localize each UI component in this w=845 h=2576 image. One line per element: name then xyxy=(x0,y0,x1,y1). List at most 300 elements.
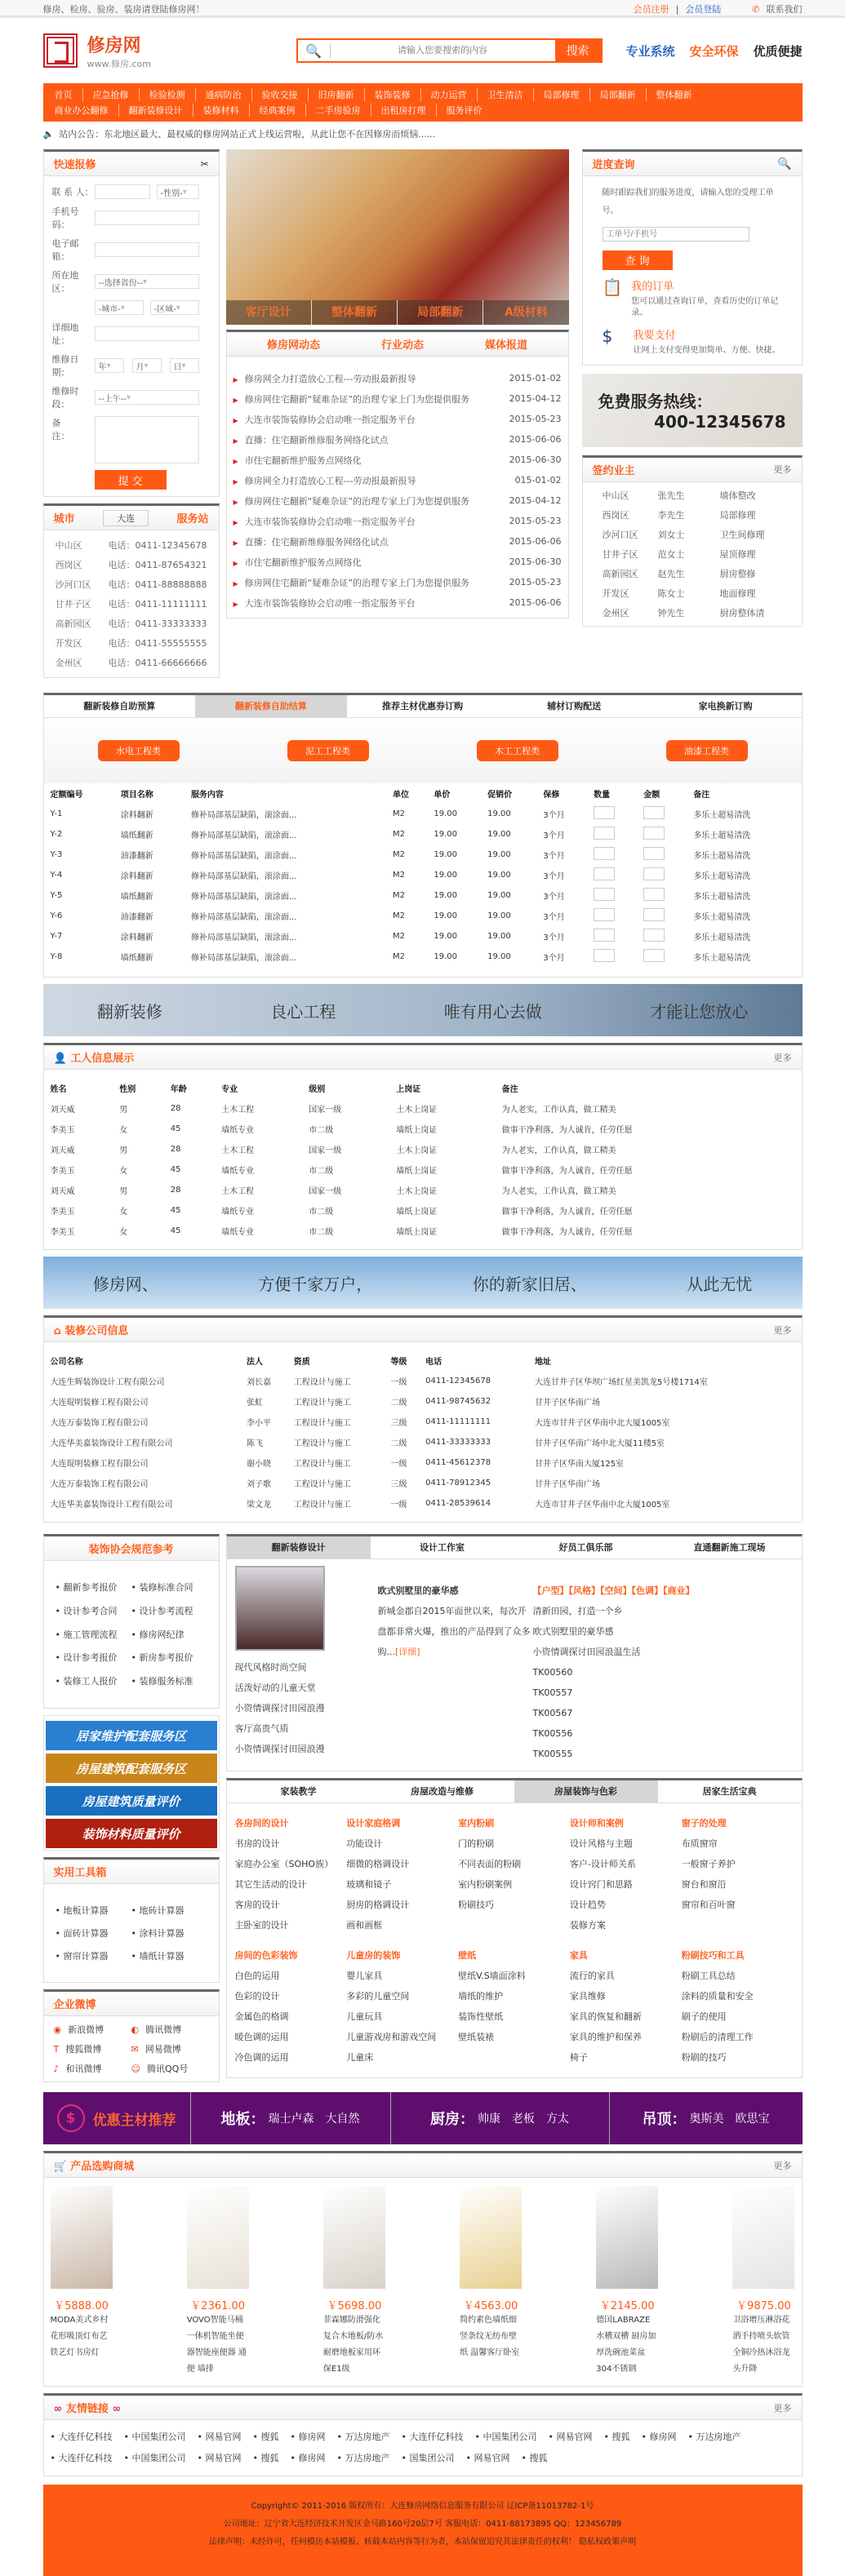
promo-group[interactable]: 地板： 瑞士卢森 大自然 xyxy=(190,2092,390,2144)
ad-banner[interactable]: 房屋建筑质量评价 xyxy=(46,1786,217,1816)
more-link[interactable]: 更多 xyxy=(773,464,792,475)
knowledge-link[interactable]: 家具的维护和保养 xyxy=(569,2032,642,2042)
friend-link[interactable]: • 中国集团公司 xyxy=(475,2432,537,2442)
more-link[interactable]: 更多 xyxy=(773,1324,792,1336)
product-title[interactable]: 德国LABRAZE 水槽双槽 厨房加厚洗碗池菜盆304不锈钢 xyxy=(596,2316,656,2374)
knowledge-link[interactable]: 功能设计 xyxy=(346,1838,383,1849)
knowledge-link[interactable]: 门的粉刷 xyxy=(458,1838,495,1849)
knowledge-link[interactable]: 装饰性壁纸 xyxy=(458,2011,504,2022)
ad-banner[interactable]: 房屋建筑配套服务区 xyxy=(46,1754,217,1783)
news-item[interactable] xyxy=(233,409,562,429)
design-tab[interactable]: 直通翻新施工现场 xyxy=(693,1542,766,1553)
knowledge-tab[interactable]: 家装教学 xyxy=(280,1786,317,1797)
news-title[interactable]: 大连市装饰装修协会启动唯一指定服务平台 xyxy=(244,516,416,527)
knowledge-link[interactable]: 其它生活动的设计 xyxy=(234,1879,307,1890)
nav-item[interactable]: 商业办公翻修 xyxy=(54,104,109,116)
knowledge-link[interactable]: 冷色调的运用 xyxy=(234,2052,289,2063)
nav-item[interactable]: 二手房验房 xyxy=(305,104,371,117)
knowledge-link[interactable]: 细微的格调设计 xyxy=(346,1859,410,1869)
knowledge-link[interactable]: 家庭办公室（SOHO族） xyxy=(234,1859,334,1869)
design-link[interactable]: TK00556 xyxy=(532,1728,573,1739)
knowledge-link[interactable]: 布质窗帘 xyxy=(681,1838,718,1849)
calc-tab[interactable]: 推荐主材优惠券订购 xyxy=(381,701,463,712)
nav-item[interactable]: 装饰装修 xyxy=(364,88,420,101)
friend-link[interactable]: • 搜狐 xyxy=(522,2453,548,2463)
cell: 土木上岗证 xyxy=(396,1146,438,1155)
city-select[interactable]: 大连 xyxy=(103,510,149,526)
news-item[interactable] xyxy=(233,388,562,409)
search-bar xyxy=(296,38,603,63)
query-button[interactable]: 查 询 xyxy=(603,251,673,270)
product-image[interactable] xyxy=(187,2186,249,2289)
product-card[interactable] xyxy=(51,2186,113,2378)
amount-input[interactable] xyxy=(643,888,665,901)
friend-link[interactable]: • 万达房地产 xyxy=(688,2432,741,2442)
label: 详细地址： xyxy=(51,322,79,346)
news-item[interactable] xyxy=(233,429,562,450)
standard-link[interactable]: • 装修工人报价 xyxy=(56,1674,131,1688)
submit-button[interactable]: 提 交 xyxy=(95,470,167,490)
knowledge-link[interactable]: 粉刷的技巧 xyxy=(681,2052,727,2063)
news-item[interactable] xyxy=(233,368,562,388)
standard-link[interactable]: • 修房网纪律 xyxy=(131,1628,207,1642)
product-image[interactable] xyxy=(51,2186,113,2289)
nav-item[interactable]: 检验检测 xyxy=(139,88,195,101)
feature-title[interactable]: 欧式别墅里的豪华感 xyxy=(377,1585,459,1596)
cell: 大连万泰装饰工程有限公司 xyxy=(50,1419,149,1428)
cell xyxy=(637,926,687,947)
more-link[interactable]: 更多 xyxy=(773,2160,792,2171)
knowledge-link[interactable]: 粉刷后的清理工作 xyxy=(681,2032,754,2042)
news-title[interactable]: 市住宅翻新维护服务点网络化 xyxy=(244,454,362,466)
knowledge-tab[interactable]: 房屋改造与维修 xyxy=(411,1786,474,1797)
news-title[interactable]: 市住宅翻新维护服务点网络化 xyxy=(244,556,362,568)
quantity-input[interactable] xyxy=(594,888,615,901)
category-button[interactable]: 木工工程类 xyxy=(477,740,558,761)
friend-link[interactable]: • 网易官网 xyxy=(198,2432,242,2442)
cell: Y-6 xyxy=(50,911,63,920)
knowledge-link[interactable]: 厨房的格调设计 xyxy=(346,1900,410,1910)
promo-group[interactable]: 吊顶： 奥斯美 欧思宝 xyxy=(609,2092,803,2144)
quantity-input[interactable] xyxy=(594,806,615,819)
knowledge-link[interactable]: 设计趋势 xyxy=(569,1900,606,1910)
knowledge-link[interactable]: 画和画框 xyxy=(346,1920,383,1931)
calc-tab[interactable]: 翻新装修自助预算 xyxy=(83,701,156,712)
knowledge-link[interactable]: 窗台和窗沿 xyxy=(681,1879,727,1890)
weibo-icon: ◉ xyxy=(53,2024,62,2035)
friend-link[interactable]: • 搜狐 xyxy=(253,2453,279,2463)
tool-link[interactable]: • 面砖计算器 xyxy=(56,1926,131,1940)
category-heading[interactable]: 室内粉刷 xyxy=(458,1818,495,1829)
knowledge-link[interactable]: 主卧室的设计 xyxy=(234,1920,289,1931)
cell: 三级 xyxy=(390,1419,407,1428)
weibo-link[interactable] xyxy=(131,2062,209,2075)
hero-image[interactable] xyxy=(226,149,569,325)
friend-link[interactable]: • 网易官网 xyxy=(466,2453,510,2463)
design-link[interactable]: 现代风格时尚空间 xyxy=(234,1662,307,1673)
knowledge-link[interactable]: 色彩的设计 xyxy=(234,1991,280,2002)
nav-item[interactable]: 局部修理 xyxy=(533,88,589,101)
design-link[interactable]: TK00560 xyxy=(532,1667,573,1678)
register-link[interactable]: 会员注册 xyxy=(633,4,669,15)
table-row xyxy=(44,1119,802,1139)
friend-link[interactable]: • 中国集团公司 xyxy=(124,2453,186,2463)
product-image[interactable] xyxy=(323,2186,385,2289)
quantity-input[interactable] xyxy=(594,949,615,962)
cell: 19.00 xyxy=(487,871,511,880)
hero-tab[interactable]: 局部翻新 xyxy=(397,300,483,325)
cell: 45 xyxy=(170,1226,181,1235)
knowledge-link[interactable]: 儿童游戏房和游戏空间 xyxy=(346,2032,437,2042)
product-image[interactable] xyxy=(596,2186,658,2289)
tool-link[interactable]: • 墙纸计算器 xyxy=(131,1949,207,1962)
product-title[interactable]: 简约素色墙纸细竖条纹无纺布壁纸 温馨客厅卧室 xyxy=(460,2316,520,2357)
knowledge-link[interactable]: 多彩的儿童空间 xyxy=(346,1991,410,2002)
cell: 墙纸上岗证 xyxy=(396,1228,438,1237)
product-card[interactable] xyxy=(323,2186,385,2378)
weibo-link[interactable] xyxy=(54,2042,131,2055)
knowledge-link[interactable]: 家具的恢复和翻新 xyxy=(569,2011,642,2022)
nav-item[interactable]: 整体翻新 xyxy=(646,88,702,101)
nav-item[interactable]: 应急抢修 xyxy=(82,88,139,101)
address-field[interactable] xyxy=(95,326,199,341)
weibo-link[interactable] xyxy=(54,2062,131,2075)
knowledge-link[interactable]: 刷子的使用 xyxy=(681,2011,727,2022)
pay-title: 我要支付 xyxy=(633,329,676,342)
category-heading[interactable]: 粉刷技巧和工具 xyxy=(681,1950,745,1961)
pay-link[interactable] xyxy=(603,327,782,357)
news-title[interactable]: 修房网住宅翻新“疑难杂证”的治理专家上门为您提供服务 xyxy=(244,577,470,588)
amount-input[interactable] xyxy=(643,867,665,880)
calc-tab[interactable]: 家电换新订购 xyxy=(698,701,753,712)
news-item[interactable] xyxy=(233,531,562,552)
knowledge-link[interactable]: 一般窗子养护 xyxy=(681,1859,736,1869)
knowledge-link[interactable]: 家具维修 xyxy=(569,1991,606,2002)
knowledge-link[interactable]: 客房的设计 xyxy=(234,1900,280,1910)
design-link[interactable]: 客厅高贵气质 xyxy=(234,1723,289,1734)
knowledge-link[interactable]: 壁纸装裱 xyxy=(458,2032,495,2042)
amount-input[interactable] xyxy=(643,827,665,840)
contact-link[interactable]: 联系我们 xyxy=(766,4,803,15)
knowledge-tab[interactable]: 房屋装饰与色彩 xyxy=(514,1780,658,1802)
product-card[interactable] xyxy=(596,2186,658,2378)
nav-item[interactable]: 首页 xyxy=(54,89,73,100)
gender-select[interactable]: -性别- ▾ xyxy=(157,184,199,199)
category-heading[interactable]: 设计师和案例 xyxy=(569,1818,624,1829)
owner-cell: 西岗区 xyxy=(602,509,629,521)
order-number-input[interactable] xyxy=(603,227,749,242)
product-card[interactable] xyxy=(460,2186,522,2378)
tool-link[interactable]: • 地板计算器 xyxy=(56,1904,131,1917)
quantity-input[interactable] xyxy=(594,827,615,840)
station-row xyxy=(56,574,207,594)
knowledge-link[interactable] xyxy=(458,1915,570,1935)
day-select[interactable]: 日 ▾ xyxy=(170,358,199,373)
product-title[interactable]: MODA美式乡村花形吸顶灯布艺铁艺灯书房灯 xyxy=(50,2316,109,2357)
nav-item[interactable]: 旧房翻新 xyxy=(308,88,364,101)
design-link[interactable]: 欧式别墅里的豪华感 xyxy=(532,1626,614,1637)
news-tab[interactable]: 修房网动态 xyxy=(266,339,320,352)
cell: 墙纸翻新 xyxy=(120,831,153,840)
news-title[interactable]: 修房网住宅翻新“疑难杂证”的治理专家上门为您提供服务 xyxy=(244,495,470,507)
product-image[interactable] xyxy=(732,2186,794,2289)
ad-banner[interactable]: 装饰材料质量评价 xyxy=(46,1819,217,1848)
nav-item[interactable]: 翻新装修设计 xyxy=(118,104,193,117)
news-item[interactable] xyxy=(233,552,562,572)
news-item[interactable] xyxy=(233,511,562,531)
knowledge-link[interactable]: 暖色调的运用 xyxy=(234,2032,289,2042)
knowledge-link[interactable]: 婴儿家具 xyxy=(346,1971,383,1981)
design-tab[interactable]: 翻新装修设计 xyxy=(227,1536,371,1558)
amount-input[interactable] xyxy=(643,949,665,962)
district-select[interactable]: -区域- ▾ xyxy=(150,300,199,315)
table-row xyxy=(44,885,802,906)
promo-group[interactable]: 厨房： 帅康 老板 方太 xyxy=(390,2092,609,2144)
category-heading[interactable]: 各房间的设计 xyxy=(234,1818,289,1829)
category-heading[interactable]: 窗子的处理 xyxy=(681,1818,727,1829)
amount-input[interactable] xyxy=(643,847,665,860)
friend-link[interactable]: • 网易官网 xyxy=(549,2432,593,2442)
news-date: 2015-06-06 xyxy=(509,597,562,608)
contact-field[interactable] xyxy=(95,184,150,199)
friend-link[interactable]: • 国集团公司 xyxy=(402,2453,455,2463)
standard-link[interactable]: • 装修服务标准 xyxy=(131,1674,207,1688)
design-link[interactable]: TK00555 xyxy=(532,1749,573,1759)
category-heading[interactable]: 设计家庭格调 xyxy=(346,1818,401,1829)
design-tab[interactable]: 设计工作室 xyxy=(420,1542,465,1553)
slogan-banner xyxy=(43,984,803,1036)
phone-field[interactable] xyxy=(95,211,199,225)
owner-cell: 陈女士 xyxy=(657,587,685,599)
year-select[interactable]: 年 ▾ xyxy=(95,358,124,373)
news-item[interactable] xyxy=(233,470,562,490)
knowledge-link[interactable]: 儿童玩具 xyxy=(346,2011,383,2022)
friend-link[interactable]: • 修房网 xyxy=(291,2432,326,2442)
design-link[interactable]: 小资情调探讨田园浪漫 xyxy=(234,1703,325,1714)
category-heading[interactable]: 家具 xyxy=(569,1950,588,1961)
category-button[interactable]: 油漆工程类 xyxy=(666,740,748,761)
owner-cell: 赵先生 xyxy=(657,568,685,579)
news-title[interactable]: 直播：住宅翻新维修服务网络化试点 xyxy=(244,536,389,548)
knowledge-link[interactable]: 设计窍门和思路 xyxy=(569,1879,633,1890)
amount-input[interactable] xyxy=(643,929,665,942)
friend-link[interactable]: • 万达房地产 xyxy=(337,2432,390,2442)
news-title[interactable]: 大连市装饰装修协会启动唯一指定服务平台 xyxy=(244,414,416,425)
calc-tab[interactable]: 翻新装修自助结算 xyxy=(195,695,347,717)
friend-link[interactable]: • 大连仟亿科技 xyxy=(51,2453,113,2463)
friend-link[interactable]: • 搜狐 xyxy=(253,2432,279,2442)
knowledge-link[interactable]: 粉刷技巧 xyxy=(458,1900,495,1910)
quantity-input[interactable] xyxy=(594,867,615,880)
design-link[interactable]: 小资情调探讨田园浪漫 xyxy=(234,1744,325,1754)
news-title[interactable]: 修房网住宅翻新“疑难杂证”的治理专家上门为您提供服务 xyxy=(244,393,470,405)
news-title[interactable]: 大连市装饰装修协会启动唯一指定服务平台 xyxy=(244,597,416,609)
knowledge-link[interactable]: 儿童床 xyxy=(346,2052,374,2063)
knowledge-link[interactable]: 金属色的格调 xyxy=(234,2011,289,2022)
cell xyxy=(587,845,637,865)
hero-tab[interactable]: 整体翻新 xyxy=(311,300,397,325)
tag-filters[interactable]: 【户型】【风格】【空间】【色调】【商业】 xyxy=(532,1585,695,1596)
news-tab[interactable]: 行业动态 xyxy=(380,339,424,352)
friend-link[interactable]: • 搜狐 xyxy=(604,2432,630,2442)
ad-banner[interactable]: 居家维护配套服务区 xyxy=(46,1721,217,1750)
friend-link[interactable]: • 大连仟亿科技 xyxy=(402,2432,464,2442)
worker-icon: 👤 xyxy=(53,1053,67,1065)
quantity-input[interactable] xyxy=(594,929,615,942)
nav-item[interactable]: 经典案例 xyxy=(249,104,305,117)
nav-item[interactable]: 装修材料 xyxy=(193,104,249,117)
knowledge-link[interactable]: 书房的设计 xyxy=(234,1838,280,1849)
email-field[interactable] xyxy=(95,242,199,257)
knowledge-tab[interactable]: 居家生活宝典 xyxy=(702,1786,757,1797)
knowledge-link[interactable]: 粉刷工具总结 xyxy=(681,1971,736,1981)
knowledge-link[interactable]: 不同表面的粉刷 xyxy=(458,1859,522,1869)
more-link[interactable]: 更多 xyxy=(773,2402,792,2414)
province-select[interactable]: --选择省份-- ▾ xyxy=(95,274,199,289)
product-card[interactable] xyxy=(732,2186,794,2378)
search-input[interactable] xyxy=(331,40,555,61)
knowledge-link[interactable] xyxy=(682,1915,794,1935)
knowledge-link[interactable]: 白色的运用 xyxy=(234,1971,280,1981)
nav-item[interactable]: 局部翻新 xyxy=(589,88,646,101)
nav-item[interactable]: 出租房打理 xyxy=(371,104,436,117)
tool-link[interactable]: • 地砖计算器 xyxy=(131,1904,207,1917)
nav-item[interactable]: 验收交接 xyxy=(251,88,308,101)
news-tab[interactable]: 媒体报道 xyxy=(484,339,527,352)
quantity-input[interactable] xyxy=(594,908,615,921)
nav-item[interactable]: 动力运营 xyxy=(420,88,477,101)
weibo-link[interactable] xyxy=(131,2023,209,2036)
category-button[interactable]: 水电工程类 xyxy=(98,740,180,761)
owner-cell: 沙河口区 xyxy=(602,529,638,540)
standard-link[interactable]: • 设计参考流程 xyxy=(131,1604,207,1618)
product-title[interactable]: VOVO智能马桶一体机智能坐便器智能座便器 通便 墙排 xyxy=(186,2316,247,2374)
friend-link[interactable]: • 修房网 xyxy=(642,2432,677,2442)
news-title[interactable]: 直播：住宅翻新维修服务网络化试点 xyxy=(244,434,389,446)
friend-link[interactable]: • 万达房地产 xyxy=(337,2453,390,2463)
hero-tab[interactable]: 客厅设计 xyxy=(245,306,291,319)
knowledge-link[interactable]: 设计风格与主题 xyxy=(569,1838,633,1849)
cell: 19.00 xyxy=(487,830,511,839)
knowledge-link[interactable]: 玻璃和镜子 xyxy=(346,1879,392,1890)
knowledge-link[interactable]: 流行的家具 xyxy=(569,1971,615,1981)
cell: 28 xyxy=(170,1145,181,1154)
category-button[interactable]: 泥工工程类 xyxy=(287,740,369,761)
companies-panel xyxy=(43,1315,803,1523)
knowledge-link[interactable]: 墙纸的维护 xyxy=(458,1991,504,2002)
search-button[interactable]: 搜索 xyxy=(555,40,601,61)
standard-link[interactable]: • 施工管理流程 xyxy=(56,1628,131,1642)
category-heading[interactable]: 壁纸 xyxy=(458,1950,477,1961)
banner-text: 你的新家旧居、 xyxy=(472,1274,587,1294)
news-title[interactable]: 修房网全力打造放心工程---劳动报最新报导 xyxy=(244,475,416,486)
news-item[interactable] xyxy=(233,450,562,470)
table-row xyxy=(44,947,802,967)
period-select[interactable]: --上午-- ▾ xyxy=(95,390,199,405)
more-link[interactable]: 更多 xyxy=(773,1052,792,1063)
design-tab[interactable]: 好员工俱乐部 xyxy=(558,1542,613,1553)
news-item[interactable] xyxy=(233,592,562,613)
column-header: 上岗证 xyxy=(396,1085,421,1094)
category-heading[interactable]: 儿童房的装饰 xyxy=(346,1950,401,1961)
knowledge-link[interactable] xyxy=(458,2047,570,2068)
knowledge-link[interactable]: 壁纸V.S墙面涂料 xyxy=(458,1971,526,1981)
note-textarea[interactable] xyxy=(95,416,199,463)
news-title-wrap xyxy=(233,535,389,548)
panel-title: 实用工具箱 xyxy=(53,1867,107,1879)
tool-link[interactable]: • 涂料计算器 xyxy=(131,1926,207,1940)
knowledge-link[interactable]: 室内粉刷案例 xyxy=(458,1879,513,1890)
friend-link[interactable]: • 修房网 xyxy=(291,2453,326,2463)
knowledge-link[interactable]: 客户-设计师关系 xyxy=(569,1859,636,1869)
news-item[interactable] xyxy=(233,490,562,511)
design-link[interactable]: TK00567 xyxy=(532,1708,573,1718)
design-thumbnail[interactable] xyxy=(235,1566,325,1651)
city-select[interactable]: -城市- ▾ xyxy=(95,300,144,315)
cart-icon: 🛒 xyxy=(53,2161,67,2173)
knowledge-link[interactable]: 装修方案 xyxy=(569,1920,606,1931)
design-link[interactable]: 活泼好动的儿童天堂 xyxy=(234,1683,316,1693)
logo[interactable] xyxy=(43,32,272,70)
nav-item[interactable]: 通病防治 xyxy=(195,88,251,101)
column-header: 年龄 xyxy=(170,1085,187,1094)
tool-link[interactable]: • 窗帘计算器 xyxy=(56,1949,131,1962)
standard-link[interactable]: • 设计参考合同 xyxy=(56,1604,131,1618)
news-item[interactable] xyxy=(233,572,562,592)
product-price: ￥2145.00 xyxy=(599,2300,655,2312)
design-link[interactable]: 清新田园，打造一个乡 xyxy=(532,1606,623,1616)
design-link[interactable]: TK00557 xyxy=(532,1687,573,1698)
product-title[interactable]: 卫浴增压淋浴花洒手持喷头软管全铜冷热沐浴龙头升降 xyxy=(732,2316,790,2374)
my-orders-link[interactable] xyxy=(603,278,782,319)
weibo-link[interactable] xyxy=(54,2023,131,2036)
standard-link[interactable]: • 翻新参考报价 xyxy=(56,1581,131,1594)
cell: 为人老实，工作认真，做工精美 xyxy=(501,1187,616,1196)
product-image[interactable] xyxy=(460,2186,522,2289)
friend-link[interactable]: • 大连仟亿科技 xyxy=(51,2432,113,2442)
friend-link[interactable]: • 中国集团公司 xyxy=(124,2432,186,2442)
calc-tab[interactable]: 辅材订购配送 xyxy=(547,701,602,712)
design-link[interactable]: 小资情调探讨田园浪温生活 xyxy=(532,1647,641,1657)
column-header: 等级 xyxy=(390,1358,407,1367)
hero-tab[interactable]: A级材料 xyxy=(483,300,568,325)
knowledge-link[interactable]: 椅子 xyxy=(569,2052,588,2063)
standard-link[interactable]: • 设计参考报价 xyxy=(56,1651,131,1665)
weibo-link[interactable] xyxy=(131,2042,209,2055)
product-title[interactable]: 菲霖娜防滑强化复合木地板/防水耐磨地板家用环保E1级 xyxy=(322,2316,384,2374)
news-title-wrap xyxy=(233,372,416,385)
knowledge-link[interactable]: 窗帘和百叶窗 xyxy=(681,1900,736,1910)
cell: 张虹 xyxy=(246,1399,263,1408)
standard-link[interactable]: • 装修标准合同 xyxy=(131,1581,207,1594)
knowledge-link[interactable]: 涂料的质量和安全 xyxy=(681,1991,754,2002)
product-card[interactable] xyxy=(187,2186,249,2378)
table-row xyxy=(44,1371,802,1391)
nav-item[interactable]: 服务评价 xyxy=(436,104,492,117)
amount-input[interactable] xyxy=(643,806,665,819)
category-heading[interactable]: 房间的色彩装饰 xyxy=(234,1950,298,1961)
news-title[interactable]: 修房网全力打造放心工程---劳动报最新报导 xyxy=(244,373,416,384)
nav-item[interactable]: 卫生清洁 xyxy=(477,88,533,101)
cell: 二级 xyxy=(390,1399,407,1408)
quantity-input[interactable] xyxy=(594,847,615,860)
login-link[interactable]: 会员登陆 xyxy=(685,4,722,15)
standard-link[interactable]: • 新房参考报价 xyxy=(131,1651,207,1665)
amount-input[interactable] xyxy=(643,908,665,921)
detail-link[interactable]: [详细] xyxy=(395,1647,420,1657)
month-select[interactable]: 月 ▾ xyxy=(132,358,162,373)
friend-link[interactable]: • 网易官网 xyxy=(198,2453,242,2463)
